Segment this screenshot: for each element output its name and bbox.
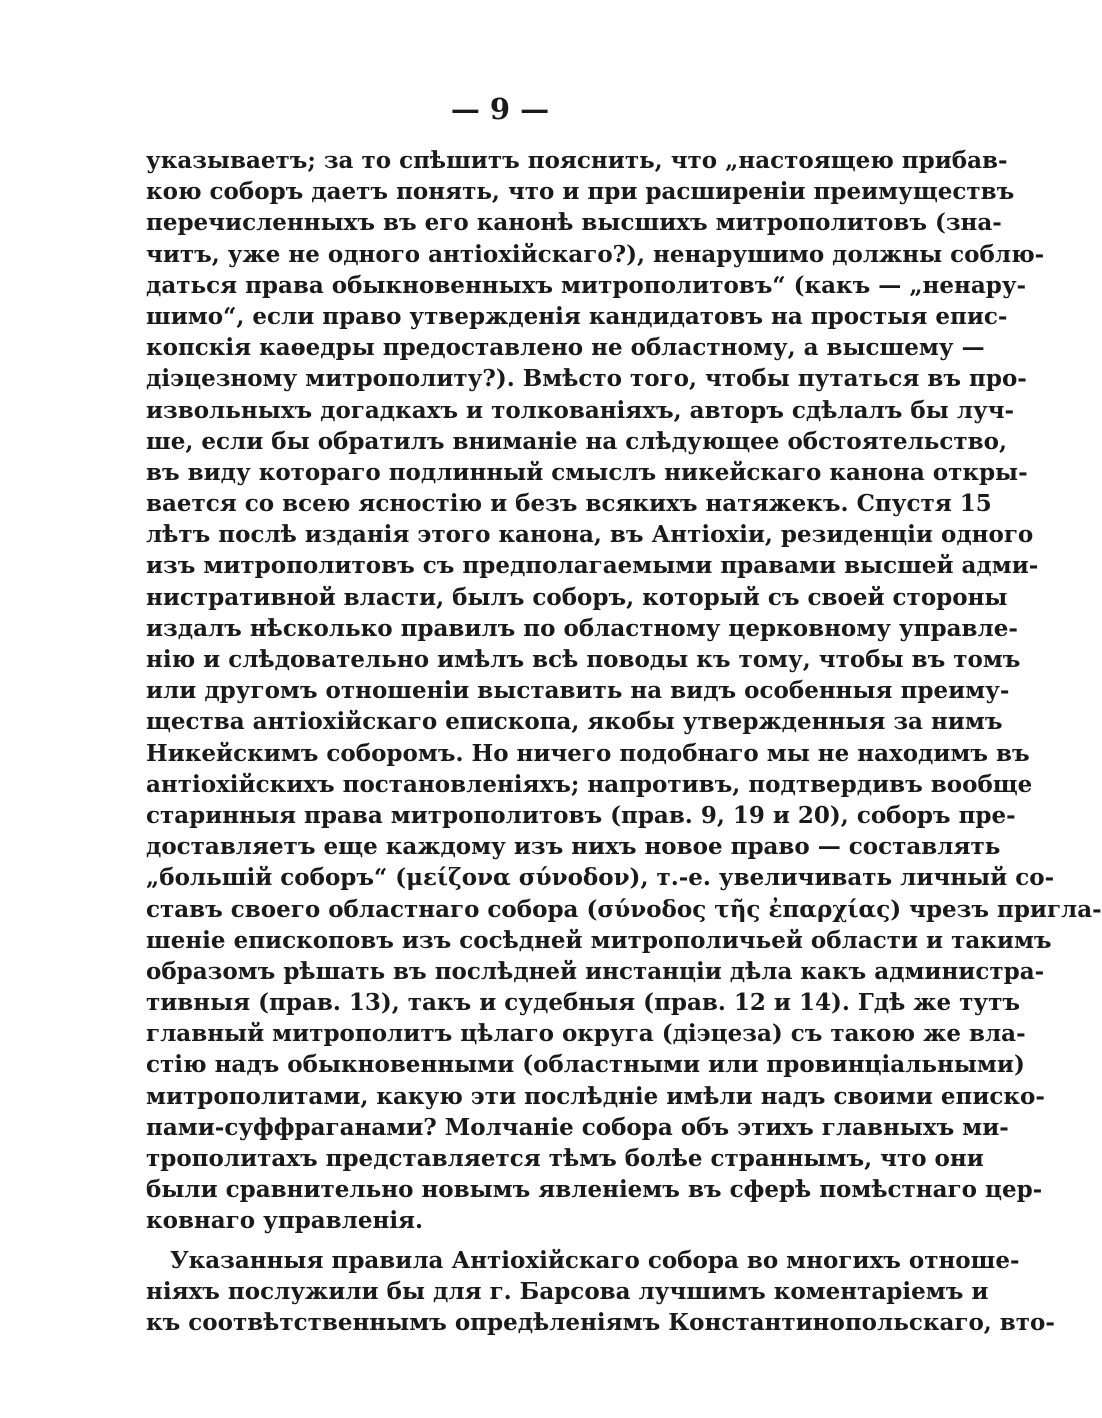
text-line: пами-суффраганами? Молчаніе собора объ этихъ главныхъ ми- bbox=[146, 1113, 1009, 1141]
text-line: щества антіохійскаго епископа, якобы утвержденныя за нимъ bbox=[146, 708, 1003, 736]
text-line: доставляетъ еще каждому изъ нихъ новое право — составлять bbox=[146, 833, 1001, 861]
text-line: изъ митрополитовъ съ предполагаемыми правами высшей адми- bbox=[146, 552, 1039, 580]
text-line: къ соотвѣтственнымъ опредѣленіямъ Константинопольскаго, вто- bbox=[146, 1308, 1055, 1336]
text-line: кою соборъ даетъ понять, что и при расширеніи преимуществъ bbox=[146, 178, 1015, 206]
page-number: — 9 — bbox=[450, 92, 550, 126]
body-text bbox=[146, 145, 1102, 1338]
text-line: стію надъ обыкновенными (областными или провинціальными) bbox=[146, 1051, 1025, 1079]
text-line: или другомъ отношеніи выставить на видъ особенныя преиму- bbox=[146, 677, 1010, 705]
text-line: въ виду котораго подлинный смыслъ никейскаго канона откры- bbox=[146, 458, 1028, 486]
text-line: ніяхъ послужили бы для г. Барсова лучшимъ коментаріемъ и bbox=[146, 1277, 989, 1305]
text-line: извольныхъ догадкахъ и толкованіяхъ, авторъ сдѣлалъ бы луч- bbox=[146, 396, 1015, 424]
text-line: шеніе епископовъ изъ сосѣдней митрополичьей области и такимъ bbox=[146, 926, 1052, 954]
text-line: нію и слѣдовательно имѣлъ всѣ поводы къ тому, чтобы въ томъ bbox=[146, 646, 1021, 673]
text-line: издалъ нѣсколько правилъ по областному церковному управле- bbox=[146, 614, 1018, 642]
text-line: діэцезному митрополиту?). Вмѣсто того, чтобы путаться въ про- bbox=[146, 365, 1027, 393]
text-line: шимо“, если право утвержденія кандидатовъ на простыя епис- bbox=[146, 302, 1008, 330]
text-line: читъ, уже не одного антіохійскаго?), ненарушимо должны соблю- bbox=[146, 240, 1045, 268]
text-line: тивныя (прав. 13), такъ и судебныя (прав. 12 и 14). Гдѣ же тутъ bbox=[146, 989, 1020, 1017]
text-line: даться права обыкновенныхъ митрополитовъ“ (какъ — „ненару- bbox=[146, 271, 1027, 299]
text-line: ковнаго управленія. bbox=[146, 1207, 424, 1235]
paragraph-gap bbox=[146, 1237, 906, 1245]
text-line: антіохійскихъ постановленіяхъ; напротивъ, подтвердивъ вообще bbox=[146, 770, 1033, 798]
text-line: образомъ рѣшать въ послѣдней инстанціи дѣла какъ администра- bbox=[146, 957, 1045, 985]
text-line: ше, если бы обратилъ вниманіе на слѣдующее обстоятельство, bbox=[146, 427, 1008, 455]
text-line: митрополитами, какую эти послѣдніе имѣли надъ своими еписко- bbox=[146, 1082, 1045, 1110]
paragraph-1 bbox=[146, 145, 1102, 1237]
text-line: Никейскимъ соборомъ. Но ничего подобнаго мы не находимъ въ bbox=[146, 739, 1030, 767]
text-line: вается со всею ясностію и безъ всякихъ натяжекъ. Спустя 15 bbox=[146, 490, 992, 518]
paragraph-2 bbox=[146, 1245, 1055, 1339]
text-line: главный митрополитъ цѣлаго округа (діэцеза) съ такою же вла- bbox=[146, 1020, 1026, 1048]
text-line: перечисленныхъ въ его канонѣ высшихъ митрополитовъ (зна- bbox=[146, 209, 1002, 237]
text-line: нистративной власти, былъ соборъ, который съ своей стороны bbox=[146, 583, 1008, 611]
text-line: „большій соборъ“ (μείζονα σύνοδον), т.-е. увеличивать личный со- bbox=[146, 864, 1055, 892]
text-line: ставъ своего областнаго собора (σύνοδος τῆς ἐπαρχίας) чрезъ пригла- bbox=[146, 895, 1102, 923]
text-line: копскія каѳедры предоставлено не областному, а высшему — bbox=[146, 334, 985, 362]
text-line: старинныя права митрополитовъ (прав. 9, 19 и 20), соборъ пре- bbox=[146, 801, 1016, 829]
text-line: лѣтъ послѣ изданія этого канона, въ Антіохіи, резиденціи одного bbox=[146, 521, 1034, 549]
text-line: Указанныя правила Антіохійскаго собора во многихъ отноше- bbox=[170, 1246, 1020, 1274]
text-line: трополитахъ представляется тѣмъ болѣе страннымъ, что они bbox=[146, 1145, 984, 1172]
text-line: были сравнительно новымъ явленіемъ въ сферѣ помѣстнаго цер- bbox=[146, 1176, 1043, 1204]
text-line: указываетъ; за то спѣшитъ пояснить, что „настоящею прибав- bbox=[146, 147, 1008, 174]
